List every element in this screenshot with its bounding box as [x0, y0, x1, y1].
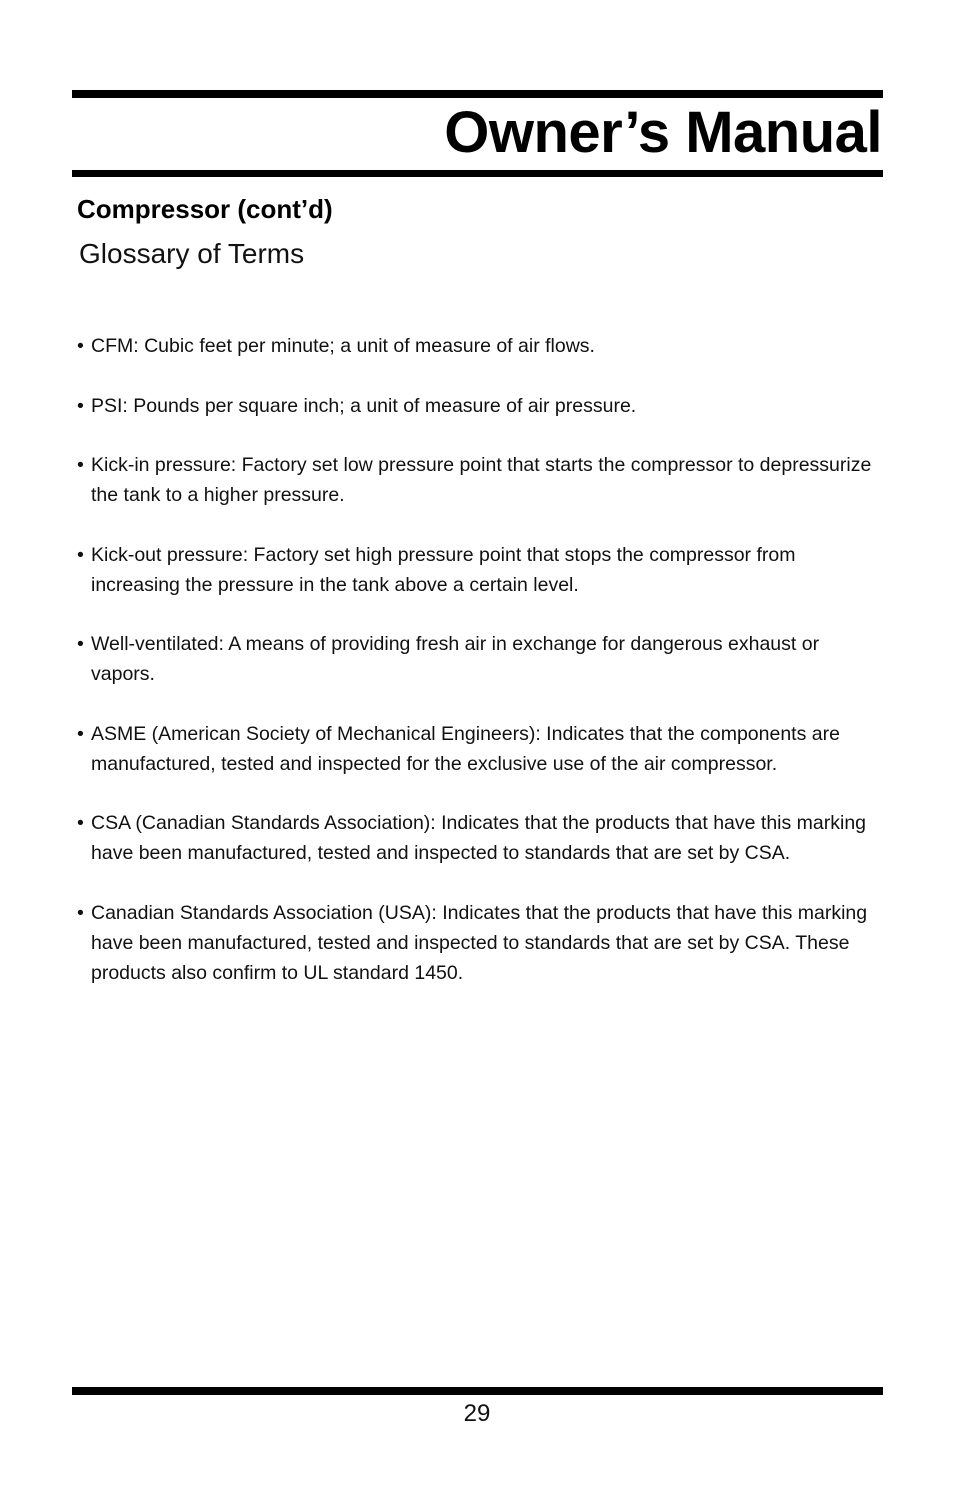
glossary-item-cfm	[77, 331, 887, 361]
glossary-item-csa	[77, 808, 887, 868]
glossary-item-kick-in-pressure	[77, 450, 887, 510]
glossary-item-csa-usa	[77, 898, 887, 988]
glossary-item-text: ASME (American Society of Mechanical Engineers): Indicates that the components are manufactured, tested and inspected for the exclusive use of the air compressor.	[91, 722, 840, 775]
glossary-item-psi	[77, 391, 887, 421]
glossary-item-text: Well-ventilated: A means of providing fresh air in exchange for dangerous exhaust or vapors.	[91, 633, 820, 685]
glossary-list	[77, 331, 887, 1017]
header-bottom-rule	[72, 170, 883, 177]
glossary-item-kick-out-pressure	[77, 540, 887, 600]
bullet-icon: •	[77, 901, 84, 924]
bullet-icon: •	[77, 633, 84, 655]
glossary-item-text: CSA (Canadian Standards Association): Indicates that the products that have this marking have been manufactured, tested and inspected to standards that are set by CSA.	[91, 812, 867, 864]
glossary-item-text: Kick-in pressure: Factory set low pressure point that starts the compressor to depressurize the tank to a higher pressure.	[91, 454, 872, 506]
bullet-icon: •	[77, 812, 84, 834]
bullet-icon: •	[77, 394, 84, 417]
glossary-item-text: CFM: Cubic feet per minute; a unit of measure of air flows.	[91, 335, 595, 357]
bullet-icon: •	[77, 454, 84, 476]
section-heading: Compressor (cont’d)	[77, 194, 333, 224]
glossary-item-text: Kick-out pressure: Factory set high pressure point that stops the compressor from increasing the pressure in the tank above a certain level.	[91, 543, 796, 596]
glossary-item-text: PSI: Pounds per square inch; a unit of measure of air pressure.	[91, 394, 637, 417]
glossary-item-text: Canadian Standards Association (USA): Indicates that the products that have this marking have been manufactured, tested and inspected to standards that are set by CSA. These products also confirm to UL standard 1450.	[91, 901, 868, 984]
glossary-item-well-ventilated	[77, 629, 887, 689]
section-subheading: Glossary of Terms	[79, 238, 305, 269]
page-number: 29	[463, 1400, 491, 1427]
bullet-icon: •	[77, 722, 84, 745]
header-top-rule	[72, 90, 883, 98]
document-title: Owner’s Manual	[444, 100, 882, 165]
footer-rule	[72, 1387, 883, 1395]
glossary-item-asme	[77, 719, 887, 779]
bullet-icon: •	[77, 543, 84, 566]
bullet-icon: •	[77, 335, 84, 357]
